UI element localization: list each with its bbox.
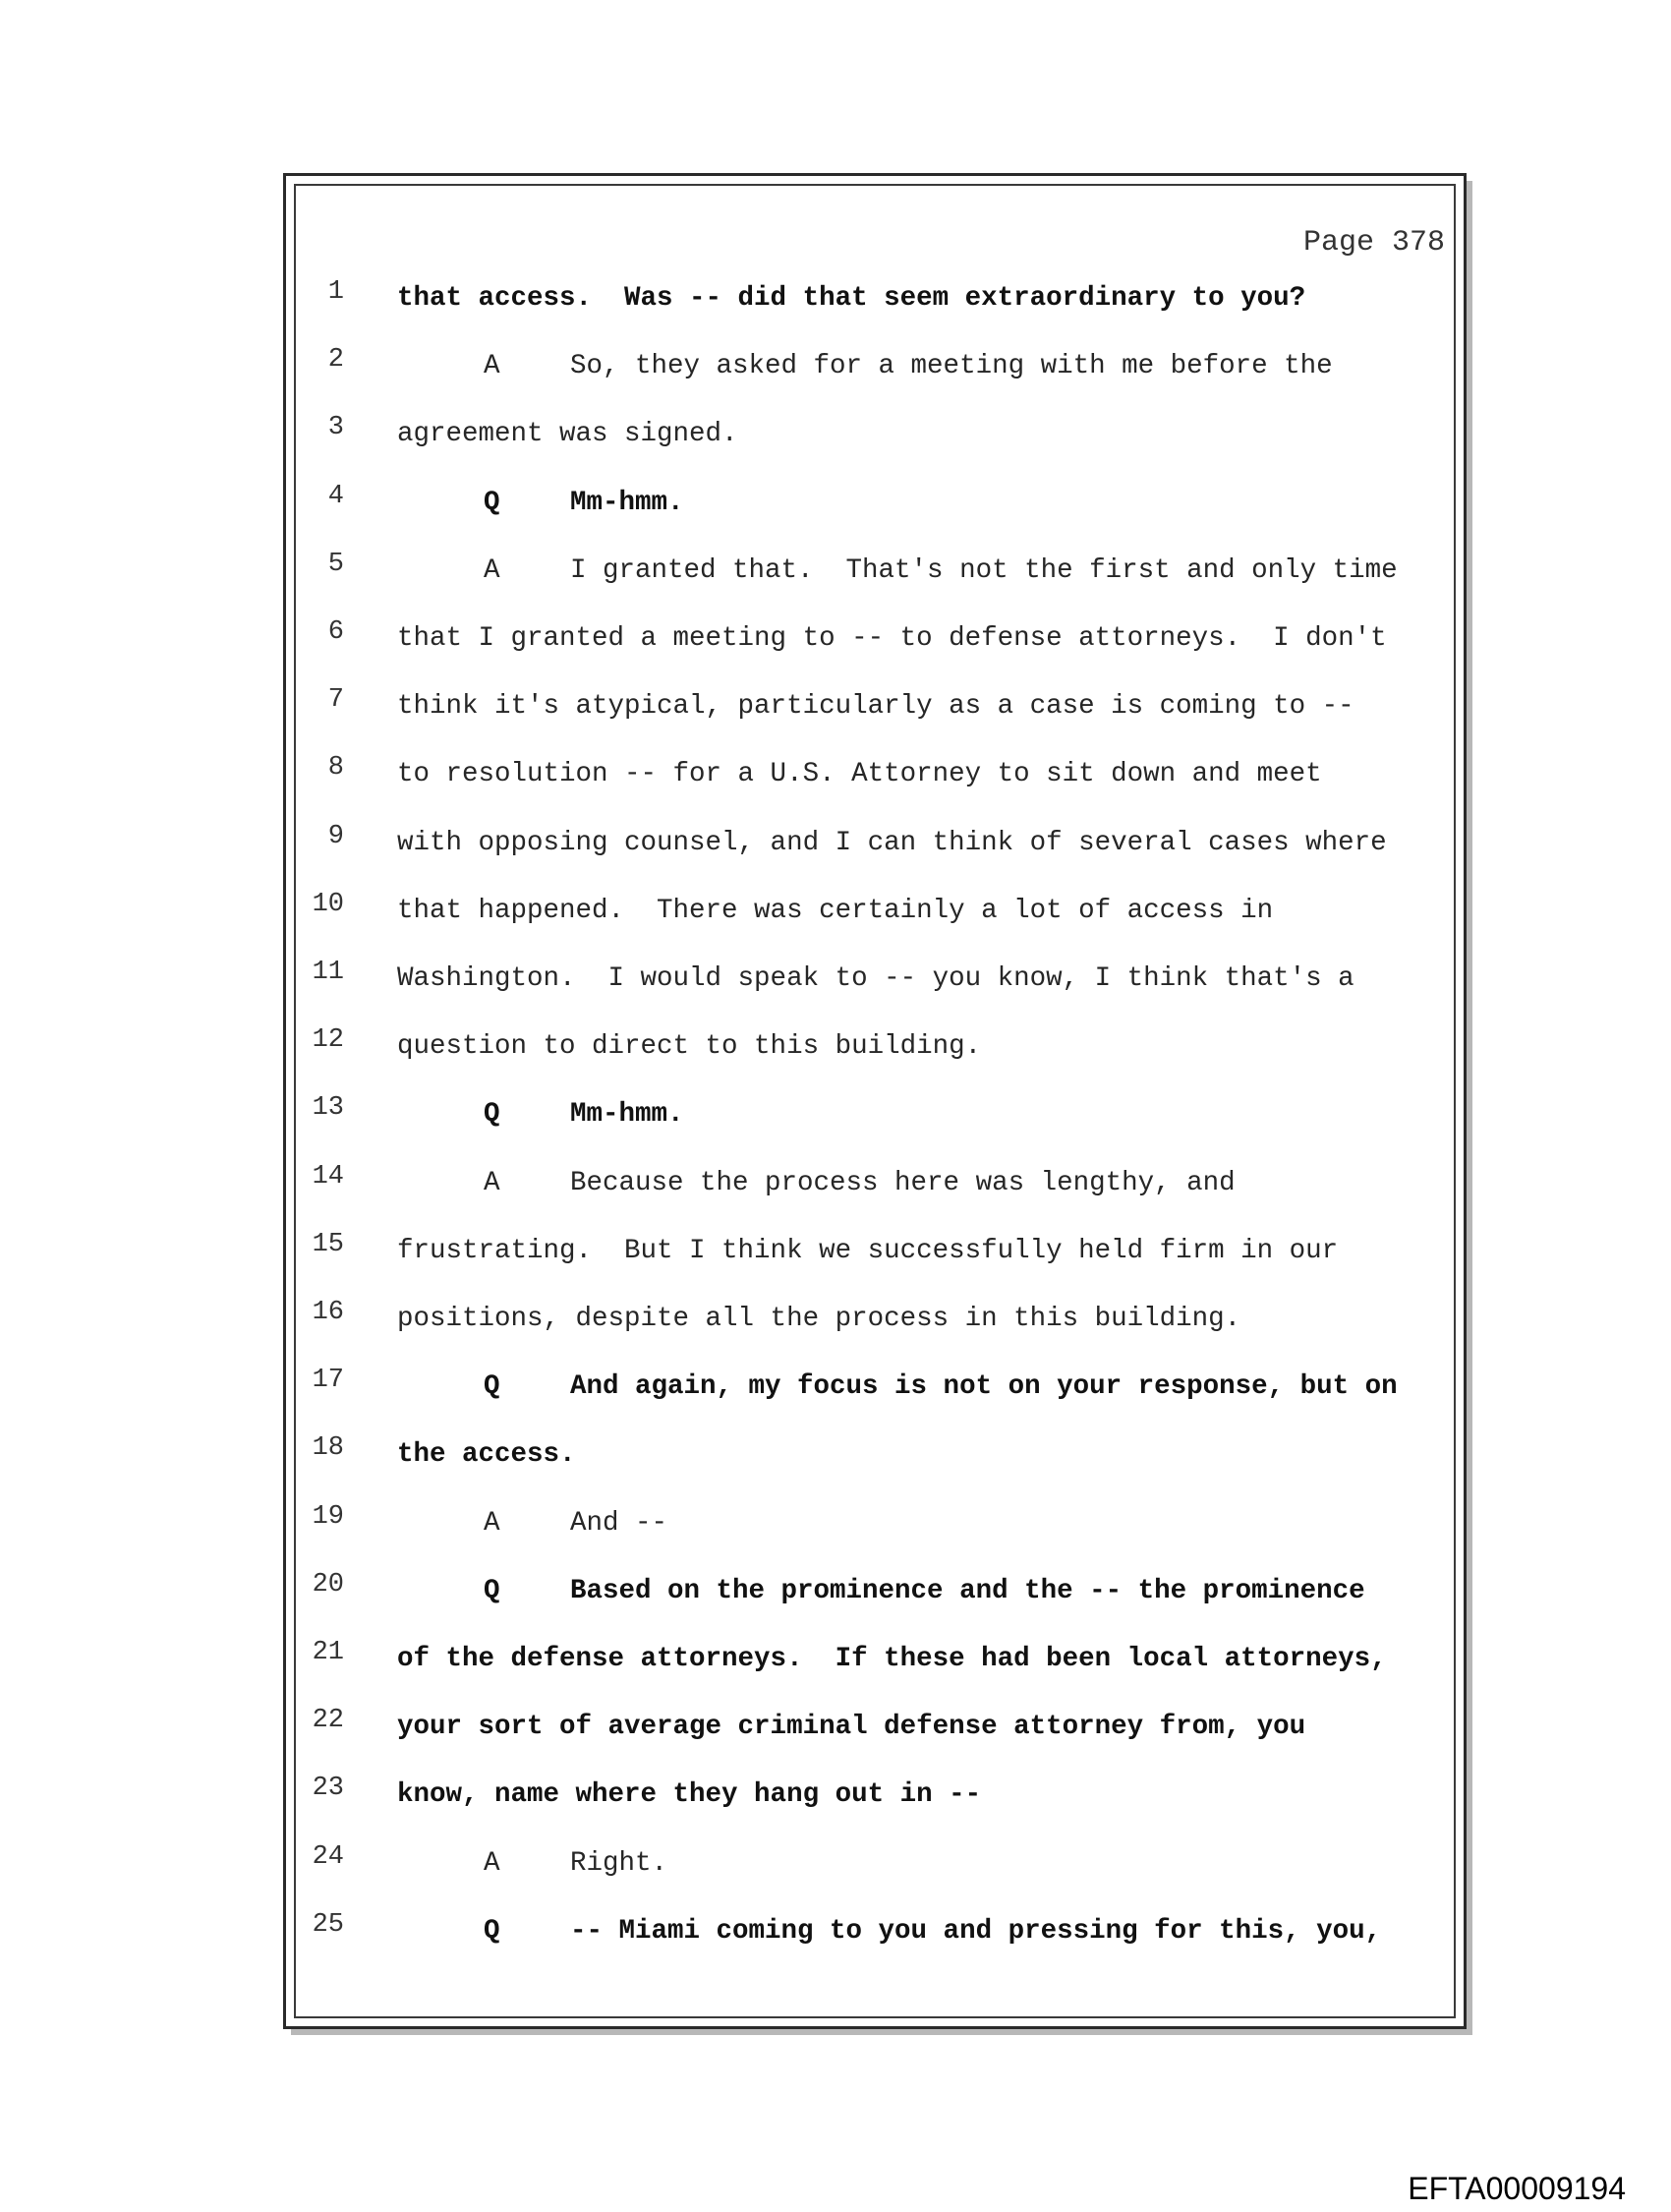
- speaker-question-label: Q: [484, 1099, 500, 1131]
- line-content: that happened. There was certainly a lot of access in: [397, 895, 1274, 926]
- line-text: [397, 1712, 1305, 1742]
- transcript-line: [295, 1774, 1455, 1817]
- line-text: [397, 1848, 667, 1879]
- line-content: I granted that. That's not the first and only time: [570, 554, 1398, 586]
- line-content: -- Miami coming to you and pressing for this, you,: [570, 1915, 1382, 1947]
- line-number: 21: [312, 1638, 344, 1667]
- frame-shadow-right: [1467, 181, 1472, 2029]
- transcript-line: [295, 1366, 1455, 1409]
- transcript-line: [295, 617, 1455, 661]
- line-content: your sort of average criminal defense attorney from, you: [397, 1712, 1306, 1743]
- line-content: that I granted a meeting to -- to defense attorneys. I don't: [397, 623, 1387, 654]
- page-number: Page 378: [1302, 226, 1445, 260]
- line-content: And again, my focus is not on your response, but on: [570, 1371, 1398, 1403]
- speaker-question-label: Q: [484, 1575, 500, 1606]
- line-number: 7: [327, 685, 344, 716]
- transcript-line: [295, 1093, 1455, 1136]
- line-content: And --: [570, 1507, 668, 1539]
- transcript-line: [295, 1025, 1455, 1069]
- line-text: [397, 1236, 1338, 1266]
- line-number: 19: [312, 1501, 344, 1532]
- line-text: [397, 1576, 1365, 1606]
- speaker-question-label: Q: [484, 1371, 500, 1403]
- line-number: 14: [312, 1161, 344, 1192]
- line-number: 10: [312, 889, 344, 919]
- transcript-line: [295, 958, 1455, 1001]
- speaker-answer-label: A: [484, 1507, 500, 1539]
- line-text: [397, 963, 1354, 994]
- line-text: [397, 419, 738, 449]
- transcript-line: [295, 1910, 1455, 1953]
- line-number: 2: [327, 345, 344, 376]
- line-content: Based on the prominence and the -- the prominence: [570, 1575, 1365, 1606]
- transcript-line: [295, 550, 1455, 593]
- line-text: [397, 828, 1387, 858]
- line-content: of the defense attorneys. If these had been local attorneys,: [397, 1644, 1387, 1674]
- line-content: to resolution -- for a U.S. Attorney to sit down and meet: [397, 759, 1322, 790]
- frame-shadow-bottom: [291, 2029, 1472, 2035]
- line-number: 12: [312, 1025, 344, 1056]
- speaker-answer-label: A: [484, 1167, 500, 1198]
- transcript-line: [295, 1842, 1455, 1886]
- transcript-line: [295, 277, 1455, 320]
- line-number: 17: [312, 1366, 344, 1396]
- speaker-answer-label: A: [484, 351, 500, 382]
- line-content: question to direct to this building.: [397, 1031, 982, 1063]
- line-text: [397, 623, 1387, 654]
- line-content: with opposing counsel, and I can think of several cases where: [397, 827, 1387, 858]
- transcript-line: [295, 1162, 1455, 1205]
- transcript-line: [295, 1570, 1455, 1613]
- line-content: Mm-hmm.: [570, 487, 684, 518]
- transcript-line: [295, 1298, 1455, 1341]
- line-number: 5: [327, 549, 344, 579]
- line-content: that access. Was -- did that seem extraordinary to you?: [397, 283, 1306, 314]
- line-content: positions, despite all the process in this building.: [397, 1304, 1241, 1334]
- line-content: Washington. I would speak to -- you know, I think that's a: [397, 963, 1354, 994]
- line-number: 18: [312, 1433, 344, 1464]
- line-number: 23: [312, 1774, 344, 1804]
- line-text: [397, 1304, 1240, 1334]
- line-text: [397, 759, 1322, 789]
- transcript-line: [295, 482, 1455, 525]
- transcript-line: [295, 1230, 1455, 1273]
- speaker-question-label: Q: [484, 1915, 500, 1947]
- line-content: Mm-hmm.: [570, 1099, 684, 1131]
- line-text: [397, 896, 1273, 926]
- line-number: 3: [327, 413, 344, 443]
- line-content: frustrating. But I think we successfully held firm in our: [397, 1235, 1339, 1266]
- line-text: [397, 1644, 1387, 1674]
- line-text: [397, 283, 1305, 314]
- document-id: EFTA00009194: [1408, 2171, 1626, 2206]
- line-number: 25: [312, 1909, 344, 1940]
- line-text: [397, 488, 684, 518]
- transcript-line: [295, 890, 1455, 933]
- line-text: [397, 1916, 1381, 1947]
- speaker-question-label: Q: [484, 487, 500, 518]
- line-number: 22: [312, 1706, 344, 1736]
- line-number: 15: [312, 1229, 344, 1259]
- transcript-line: [295, 685, 1455, 728]
- line-text: [397, 1371, 1398, 1402]
- line-number: 24: [312, 1841, 344, 1872]
- line-text: [397, 1099, 684, 1130]
- line-content: know, name where they hang out in --: [397, 1779, 982, 1811]
- line-content: think it's atypical, particularly as a case is coming to --: [397, 691, 1354, 723]
- line-number: 20: [312, 1569, 344, 1600]
- line-number: 13: [312, 1093, 344, 1124]
- line-text: [397, 351, 1333, 381]
- speaker-answer-label: A: [484, 554, 500, 586]
- line-text: [397, 1439, 576, 1470]
- line-content: Right.: [570, 1847, 668, 1879]
- line-text: [397, 1508, 667, 1539]
- line-content: So, they asked for a meeting with me before the: [570, 351, 1333, 382]
- line-content: Because the process here was lengthy, and: [570, 1167, 1236, 1198]
- transcript-line: [295, 413, 1455, 456]
- transcript-line: [295, 822, 1455, 865]
- line-text: [397, 1168, 1236, 1198]
- transcript-line: [295, 1502, 1455, 1545]
- line-content: the access.: [397, 1439, 576, 1471]
- line-text: [397, 555, 1398, 586]
- transcript-line: [295, 1433, 1455, 1477]
- transcript-line: [295, 1638, 1455, 1681]
- line-number: 9: [327, 821, 344, 851]
- transcript-line: [295, 1706, 1455, 1749]
- speaker-answer-label: A: [484, 1847, 500, 1879]
- line-text: [397, 1031, 981, 1062]
- line-content: agreement was signed.: [397, 419, 738, 450]
- line-number: 11: [312, 958, 344, 987]
- line-number: 1: [327, 277, 344, 307]
- line-number: 8: [327, 753, 344, 784]
- line-number: 6: [327, 617, 344, 647]
- line-text: [397, 691, 1354, 722]
- line-number: 4: [327, 481, 344, 511]
- line-number: 16: [312, 1298, 344, 1327]
- transcript-line: [295, 753, 1455, 796]
- line-text: [397, 1779, 981, 1810]
- transcript-line: [295, 345, 1455, 388]
